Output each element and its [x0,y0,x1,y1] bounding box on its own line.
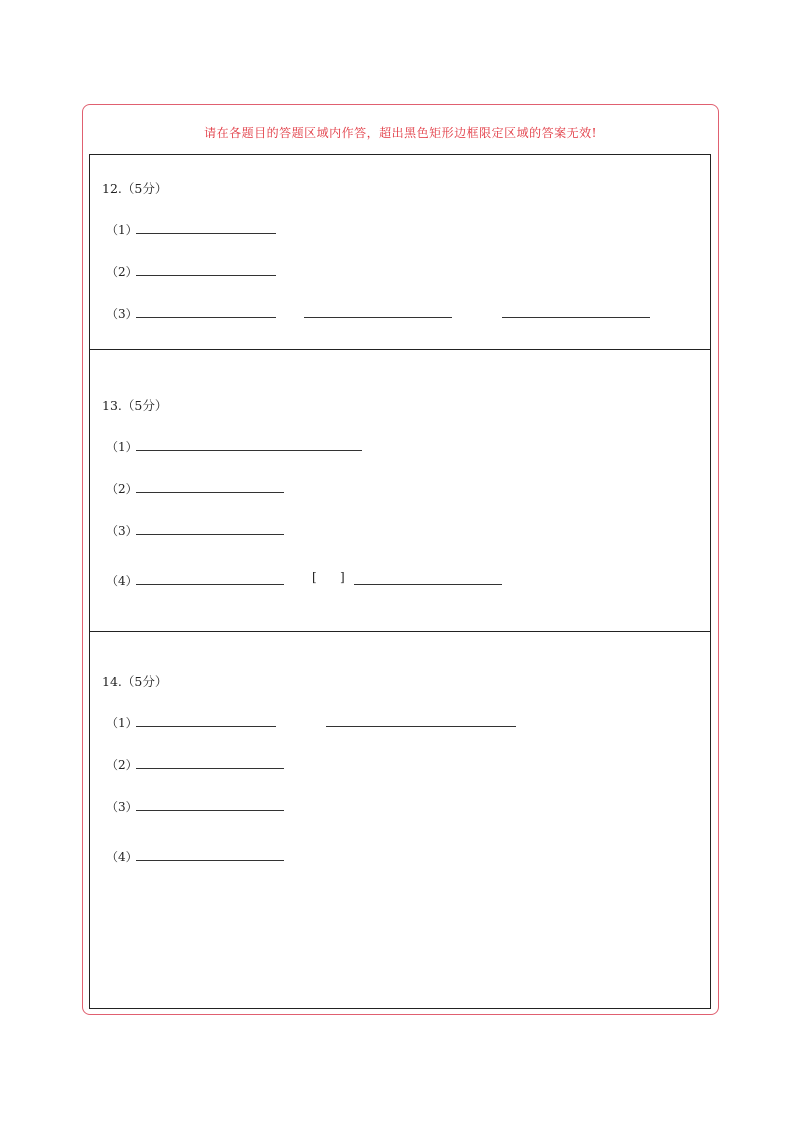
q12-part-2-label: （2） [106,265,138,279]
q13-part-2-answer-line[interactable] [136,492,284,493]
q12-part-2-answer-line[interactable] [136,275,276,276]
q13-part-1-label: （1） [106,440,138,454]
answer-notice: 请在各题目的答题区域内作答，超出黑色矩形边框限定区域的答案无效! [204,126,597,140]
answer-box [89,154,711,1009]
question-12-section [90,155,710,349]
question-12-title: 12.（5分） [102,181,168,196]
q13-part-3-label: （3） [106,524,138,538]
q12-part-3-answer-line-c[interactable] [502,317,650,318]
q13-part-2-label: （2） [106,482,138,496]
q12-part-3-answer-line-a[interactable] [136,317,276,318]
q13-part-4-label: （4） [106,574,138,588]
q12-part-3-label: （3） [106,307,138,321]
q13-part-3-answer-line[interactable] [136,534,284,535]
q13-bracket-open: [ [312,570,317,584]
q14-part-1-label: （1） [106,716,138,730]
q14-part-4-label: （4） [106,850,138,864]
q14-part-3-label: （3） [106,800,138,814]
q13-bracket-close: ] [340,570,345,584]
q14-part-1-answer-line-b[interactable] [326,726,516,727]
q13-part-4-answer-line-a[interactable] [136,584,284,585]
q14-part-2-label: （2） [106,758,138,772]
q12-part-3-answer-line-b[interactable] [304,317,452,318]
question-13-title: 13.（5分） [102,398,168,413]
q13-part-4-answer-line-b[interactable] [354,584,502,585]
q13-part-1-answer-line[interactable] [136,450,362,451]
question-14-title: 14.（5分） [102,674,168,689]
q14-part-1-answer-line-a[interactable] [136,726,276,727]
q14-part-3-answer-line[interactable] [136,810,284,811]
q12-part-1-label: （1） [106,223,138,237]
q14-part-2-answer-line[interactable] [136,768,284,769]
question-13-section [90,349,710,631]
q14-part-4-answer-line[interactable] [136,860,284,861]
q12-part-1-answer-line[interactable] [136,233,276,234]
question-14-section [90,631,710,1009]
